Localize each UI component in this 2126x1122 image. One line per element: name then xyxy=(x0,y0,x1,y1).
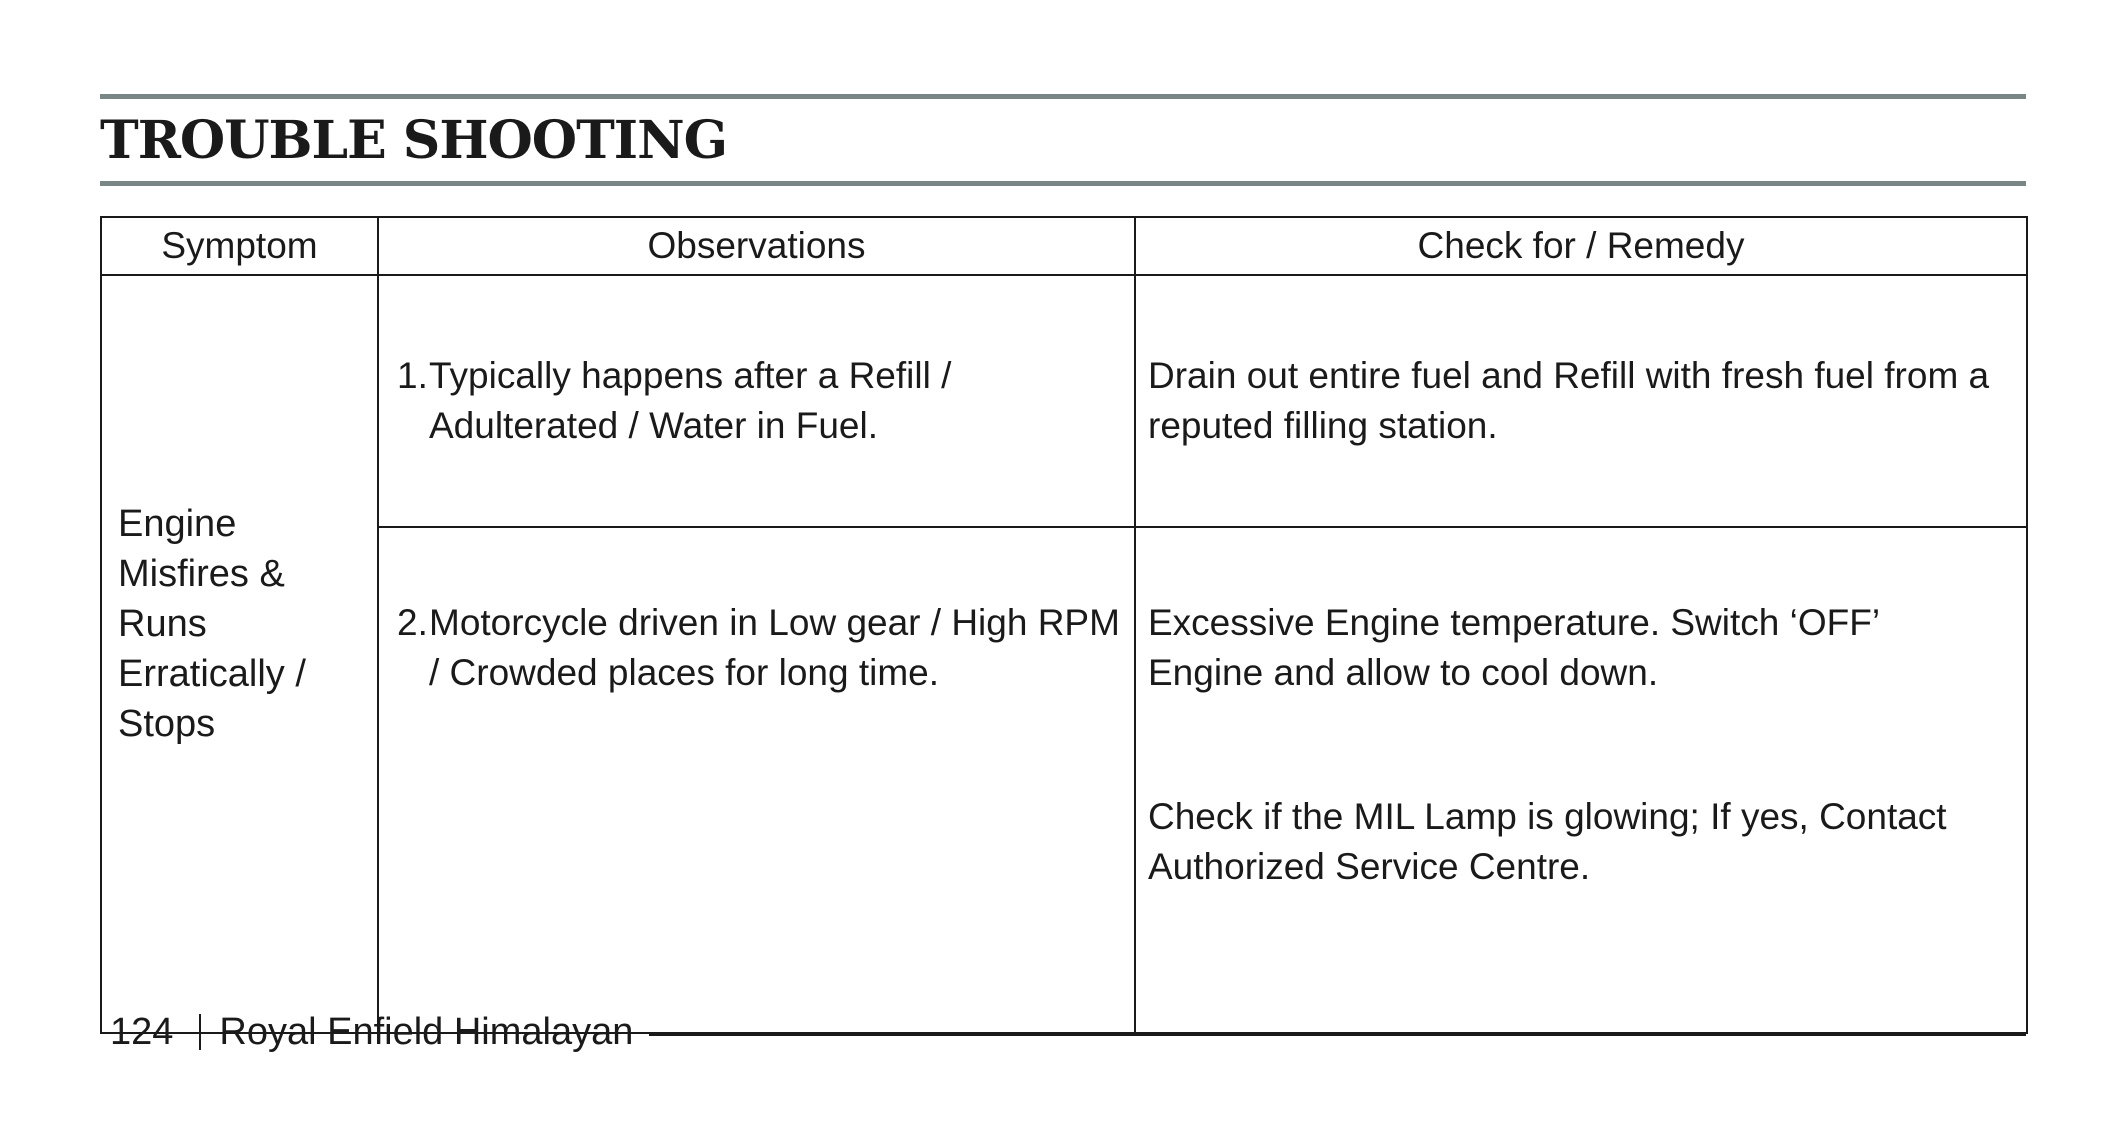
symptom-cell xyxy=(101,275,378,1033)
table-header-row xyxy=(101,217,2027,275)
page-number: 124 xyxy=(110,1010,174,1053)
remedy-text: Drain out entire fuel and Refill with fresh fuel from a reputed filling station. xyxy=(1148,355,1990,446)
title-bottom-rule xyxy=(100,181,2026,186)
observation-text: Motorcycle driven in Low gear / High RPM / Crowded places for long time. xyxy=(429,602,1120,693)
column-header-observations: Observations xyxy=(378,217,1135,275)
observation-text: Typically happens after a Refill / Adulterated / Water in Fuel. xyxy=(429,355,952,446)
footer-separator xyxy=(199,1014,201,1050)
table-row xyxy=(101,527,2027,1033)
remedy-cell xyxy=(1135,275,2027,527)
footer-rule xyxy=(649,1034,2026,1036)
troubleshooting-table xyxy=(100,216,2028,1034)
observation-cell xyxy=(378,527,1135,1033)
page-footer xyxy=(110,1004,2026,1060)
observation-number: 1. xyxy=(397,355,428,396)
remedy-text: Check if the MIL Lamp is glowing; If yes, Contact Authorized Service Centre. xyxy=(1148,796,1947,887)
remedy-cell xyxy=(1135,527,2027,1033)
footer-book-title: Royal Enfield Himalayan xyxy=(219,1010,634,1053)
symptom-text: Engine Misfires & Runs Erratically / Stops xyxy=(118,503,306,745)
column-header-remedy: Check for / Remedy xyxy=(1135,217,2027,275)
observation-number: 2. xyxy=(397,602,428,643)
column-header-symptom: Symptom xyxy=(101,217,378,275)
page-title: TROUBLE SHOOTING xyxy=(100,110,728,171)
table-row xyxy=(101,275,2027,527)
title-top-rule xyxy=(100,94,2026,99)
remedy-text: Excessive Engine temperature. Switch ‘OFF’ Engine and allow to cool down. xyxy=(1148,602,1879,693)
observation-cell xyxy=(378,275,1135,527)
